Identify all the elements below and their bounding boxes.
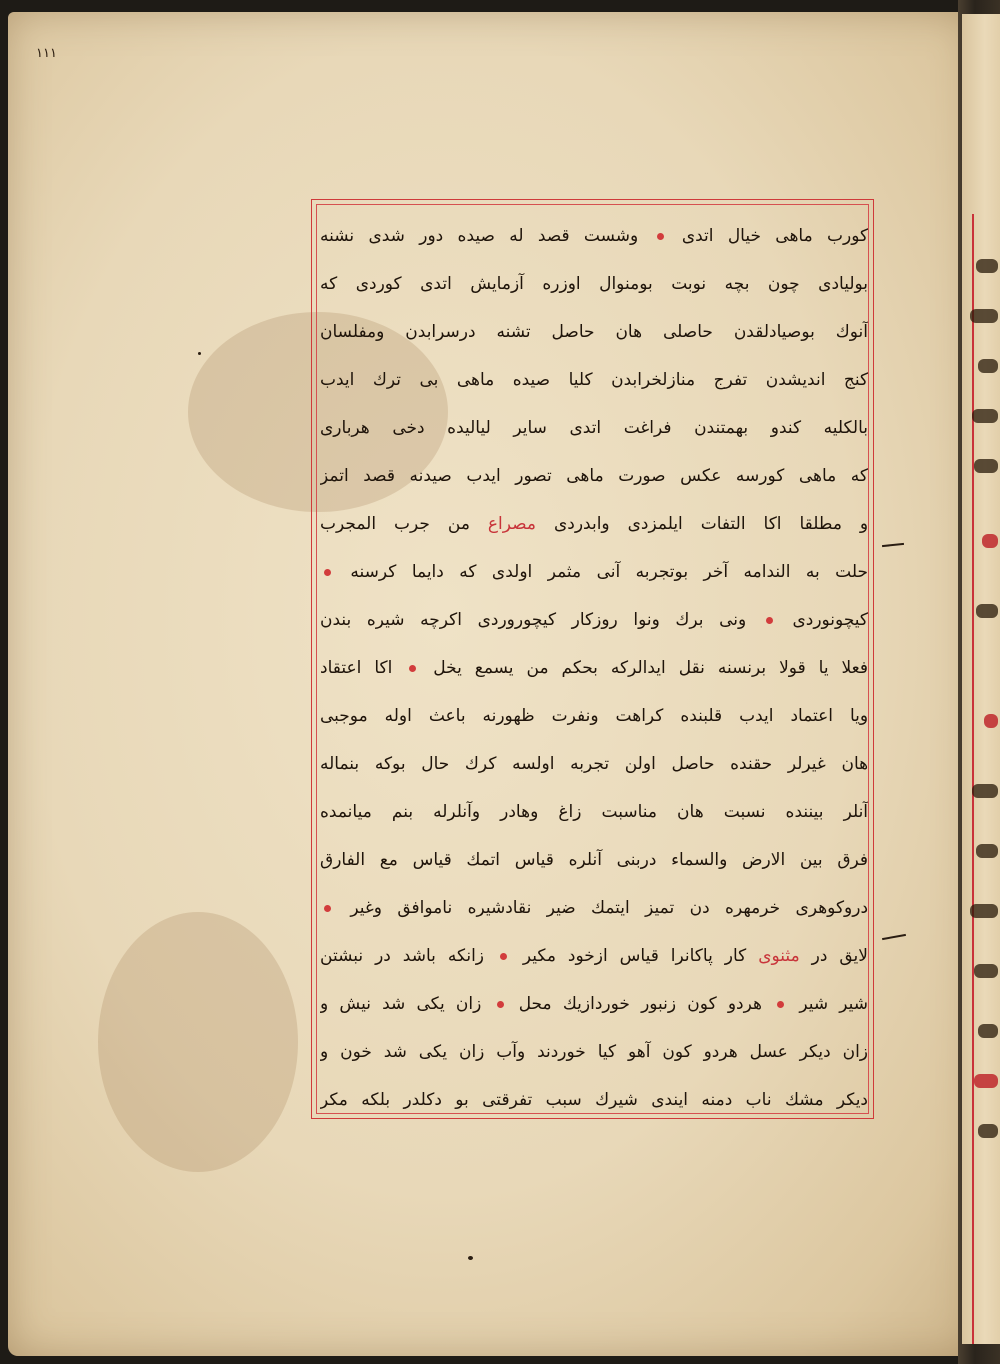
- word: یا: [818, 658, 829, 678]
- word: و: [859, 514, 868, 534]
- word: مثمر: [547, 562, 582, 582]
- word: هردو: [703, 1042, 738, 1062]
- word: عکس: [680, 466, 722, 486]
- word: حال: [421, 754, 450, 774]
- word: دور: [419, 226, 444, 246]
- word: ایدب: [466, 466, 501, 486]
- word: بوکه: [374, 754, 406, 774]
- word: یکی: [416, 994, 445, 1014]
- rubric-dot: [409, 665, 416, 672]
- word: تصور: [515, 466, 552, 486]
- facing-text-fragment: [978, 1024, 998, 1038]
- word: بومنوال: [599, 274, 653, 294]
- word: ونفرت: [551, 706, 599, 726]
- facing-rubric-fragment: [974, 1074, 998, 1088]
- word: ماهی: [456, 370, 495, 390]
- word: کورسه: [735, 466, 785, 486]
- word: اولسه: [512, 754, 555, 774]
- rubric-dot: [657, 233, 664, 240]
- text-line: [320, 1076, 868, 1124]
- word: دخی: [392, 418, 425, 438]
- word: وآب: [496, 1042, 526, 1062]
- word: قصد: [537, 226, 570, 246]
- paper-stain: [98, 912, 298, 1172]
- word: ازخود: [567, 946, 608, 966]
- word: اولن: [624, 754, 656, 774]
- folio-number: ۱۱۱: [36, 46, 57, 61]
- word: دروکوهری: [795, 898, 868, 918]
- word: اولدی: [491, 562, 533, 582]
- word: وهادر: [500, 802, 539, 822]
- word: ایتمك: [591, 898, 630, 918]
- word: دیکر: [836, 1090, 868, 1110]
- word: لایق: [839, 946, 868, 966]
- word: ماهی: [798, 466, 837, 486]
- word: نقل: [678, 658, 705, 678]
- word: درسرابدن: [405, 322, 476, 342]
- word: شد: [383, 1042, 407, 1062]
- word: هرباری: [320, 418, 370, 438]
- word: ایندی: [651, 1090, 689, 1110]
- word: بنم: [391, 802, 414, 822]
- word: هردو: [727, 994, 762, 1014]
- word: ماهی: [566, 466, 604, 486]
- word: اتدی: [420, 274, 452, 294]
- word: ونی: [719, 610, 747, 630]
- facing-text-fragment: [972, 409, 998, 423]
- facing-text-fragment: [976, 259, 998, 273]
- word: منازلخرابدن: [611, 370, 696, 390]
- text-line: [320, 692, 868, 740]
- word: به: [805, 562, 820, 582]
- word: یکی: [418, 1042, 448, 1062]
- word: اکرچه: [420, 610, 462, 630]
- word: التفات: [700, 514, 746, 534]
- text-line: [320, 452, 868, 500]
- facing-rubric-fragment: [984, 714, 998, 728]
- word: و: [320, 994, 329, 1014]
- word: بحکم: [561, 658, 598, 678]
- text-line: [320, 740, 868, 788]
- word: شیر: [839, 994, 868, 1014]
- word: نسبت: [723, 802, 766, 822]
- word: بلکه: [361, 1090, 391, 1110]
- word: غیرلر: [787, 754, 826, 774]
- word: قلبنده: [680, 706, 723, 726]
- word: زان: [458, 1042, 485, 1062]
- ink-speck: [468, 1256, 473, 1260]
- word: ایدالرکه: [610, 658, 666, 678]
- word: نشنه: [320, 226, 355, 246]
- word: کنج: [843, 370, 868, 390]
- rubric-dot: [324, 569, 331, 576]
- word: اتدی: [569, 418, 602, 438]
- word: بالکلیه: [823, 418, 868, 438]
- word: تشنه: [496, 322, 531, 342]
- word: خوردند: [537, 1042, 586, 1062]
- text-line: [320, 596, 868, 644]
- word: کرك: [464, 754, 497, 774]
- word: قیاس: [514, 850, 554, 870]
- word: بندن: [320, 610, 352, 630]
- word: له: [509, 226, 524, 246]
- word: روزکار: [571, 610, 618, 630]
- facing-text-fragment: [976, 604, 998, 618]
- word: من: [526, 658, 549, 678]
- word: قولا: [779, 658, 806, 678]
- word: آنلره: [568, 850, 602, 870]
- word: حقنده: [730, 754, 773, 774]
- text-line: [320, 212, 868, 260]
- word: سبب: [545, 1090, 582, 1110]
- word: بو: [455, 1090, 469, 1110]
- word: خرمهره: [725, 898, 781, 918]
- word: بین: [799, 850, 823, 870]
- word: هان: [677, 802, 704, 822]
- word: دیکر: [799, 1042, 831, 1062]
- word: مکر: [320, 1090, 348, 1110]
- rubric-dot: [766, 617, 773, 624]
- ink-speck: [198, 352, 201, 355]
- word: برنسنه: [717, 658, 767, 678]
- word: ومفلسان: [320, 322, 385, 342]
- word: حلت: [835, 562, 868, 582]
- word: دکلدر: [403, 1090, 442, 1110]
- word: فرق: [837, 850, 868, 870]
- word: یخل: [433, 658, 462, 678]
- word: بوتجربه: [635, 562, 689, 582]
- facing-page-frame: [972, 214, 1000, 1344]
- facing-text-fragment: [974, 964, 998, 978]
- word: من: [447, 514, 470, 534]
- word: قیاس: [412, 850, 452, 870]
- word: بچه: [724, 274, 750, 294]
- word: زان: [455, 994, 482, 1014]
- word: الفارق: [320, 850, 366, 870]
- word: شیرك: [595, 1090, 638, 1110]
- word: دمنه: [701, 1090, 733, 1110]
- word: اندیشدن: [765, 370, 826, 390]
- rubric-word: مثنوی: [758, 946, 800, 966]
- word: وشست: [583, 226, 639, 246]
- word: جرب: [394, 514, 430, 534]
- word: بهمتندن: [694, 418, 749, 438]
- word: تفرج: [713, 370, 748, 390]
- word: پاکانرا: [670, 946, 713, 966]
- word: چون: [767, 274, 800, 294]
- word: قصد: [363, 466, 395, 486]
- word: ایدب: [320, 370, 355, 390]
- word: خیال: [727, 226, 761, 246]
- word: آهو: [627, 1042, 651, 1062]
- word: ایلمزدی: [627, 514, 683, 534]
- word: دایما: [411, 562, 444, 582]
- text-line: [320, 644, 868, 692]
- word: صیده: [457, 226, 495, 246]
- word: شدی: [368, 226, 405, 246]
- word: ضیر: [546, 898, 576, 918]
- word: نوبت: [671, 274, 707, 294]
- rubric-word: مصراع: [487, 514, 537, 534]
- word: ویا: [849, 706, 868, 726]
- text-line: [320, 404, 868, 452]
- word: مناسبت: [601, 802, 657, 822]
- word: ظهورنه: [482, 706, 535, 726]
- word: حاصل: [551, 322, 595, 342]
- word: زانکه: [447, 946, 485, 966]
- word: کون: [687, 994, 717, 1014]
- word: نقادشیره: [467, 898, 532, 918]
- word: در: [375, 946, 391, 966]
- word: اتمك: [466, 850, 501, 870]
- word: موجبی: [320, 706, 368, 726]
- word: فراغت: [623, 418, 672, 438]
- rubric-dot: [777, 1001, 784, 1008]
- word: هان: [841, 754, 868, 774]
- text-line: [320, 500, 868, 548]
- word: کلیا: [568, 370, 593, 390]
- word: فعلا: [841, 658, 868, 678]
- word: والسماء: [671, 850, 728, 870]
- word: اکا: [763, 514, 782, 534]
- word: آنوك: [835, 322, 868, 342]
- word: باعث: [428, 706, 466, 726]
- word: بولیادی: [818, 274, 868, 294]
- word: زاغ: [558, 802, 582, 822]
- word: خون: [340, 1042, 372, 1062]
- word: کیا: [597, 1042, 617, 1062]
- word: سایر: [513, 418, 547, 438]
- word: صیدنه: [409, 466, 452, 486]
- facing-text-fragment: [970, 309, 998, 323]
- word: مکیر: [522, 946, 556, 966]
- word: مشك: [784, 1090, 824, 1110]
- word: بی: [419, 370, 439, 390]
- word: اکا: [374, 658, 393, 678]
- word: نیش: [339, 994, 371, 1014]
- facing-text-fragment: [978, 359, 998, 373]
- word: دربنی: [616, 850, 657, 870]
- word: ایدب: [739, 706, 774, 726]
- word: میانمده: [320, 802, 372, 822]
- rubric-dot: [500, 953, 507, 960]
- word: اعتقاد: [320, 658, 362, 678]
- facing-page-edge: [962, 14, 1000, 1344]
- word: کرسنه: [350, 562, 397, 582]
- text-line: [320, 260, 868, 308]
- word: برك: [675, 610, 704, 630]
- facing-text-fragment: [976, 844, 998, 858]
- word: آزمایش: [470, 274, 524, 294]
- word: تجربه: [570, 754, 610, 774]
- word: قیاس: [619, 946, 659, 966]
- word: تفرقتی: [482, 1090, 533, 1110]
- word: آنی: [596, 562, 621, 582]
- word: نبشتن: [320, 946, 364, 966]
- word: وغیر: [350, 898, 382, 918]
- text-line: [320, 884, 868, 932]
- word: کراهت: [615, 706, 664, 726]
- word: که: [850, 466, 868, 486]
- word: زان: [842, 1042, 868, 1062]
- word: کون: [662, 1042, 692, 1062]
- word: باشد: [402, 946, 436, 966]
- word: ماهی: [775, 226, 813, 246]
- facing-text-fragment: [972, 784, 998, 798]
- word: حاصل: [671, 754, 715, 774]
- word: کار: [724, 946, 747, 966]
- word: یسمع: [474, 658, 514, 678]
- word: اوزره: [542, 274, 581, 294]
- word: کیچوروردی: [477, 610, 557, 630]
- text-line: [320, 548, 868, 596]
- word: خوردازیك: [562, 994, 630, 1014]
- word: شیر: [799, 994, 829, 1014]
- word: هان: [615, 322, 643, 342]
- word: ترك: [372, 370, 401, 390]
- word: مع: [379, 850, 398, 870]
- word: اوله: [384, 706, 412, 726]
- facing-text-fragment: [970, 904, 998, 918]
- word: آخر: [703, 562, 729, 582]
- facing-rubric-fragment: [982, 534, 998, 548]
- word: مطلقا: [799, 514, 842, 534]
- text-line: [320, 980, 868, 1028]
- word: المجرب: [320, 514, 377, 534]
- word: بیننده: [785, 802, 824, 822]
- word: شد: [382, 994, 406, 1014]
- word: وآنلرله: [433, 802, 481, 822]
- text-line: [320, 356, 868, 404]
- text-line: [320, 788, 868, 836]
- text-line: [320, 308, 868, 356]
- text-line: [320, 836, 868, 884]
- word: ناموافق: [397, 898, 453, 918]
- word: بوصیادلقدن: [733, 322, 815, 342]
- word: الارض: [742, 850, 786, 870]
- word: ناب: [745, 1090, 772, 1110]
- word: محل: [518, 994, 552, 1014]
- word: الندامه: [743, 562, 791, 582]
- word: ونوا: [633, 610, 660, 630]
- word: تمیز: [645, 898, 675, 918]
- manuscript-text-block: [320, 212, 868, 1112]
- word: که: [320, 274, 338, 294]
- word: که: [459, 562, 477, 582]
- text-line: [320, 932, 868, 980]
- word: اتمز: [320, 466, 349, 486]
- word: صورت: [618, 466, 666, 486]
- word: و: [320, 1042, 329, 1062]
- word: صیده: [512, 370, 551, 390]
- facing-text-fragment: [974, 459, 998, 473]
- word: حاصلی: [662, 322, 713, 342]
- rubric-dot: [497, 1001, 504, 1008]
- facing-text-fragment: [978, 1124, 998, 1138]
- rubric-dot: [324, 905, 331, 912]
- word: کندو: [770, 418, 802, 438]
- word: در: [811, 946, 828, 966]
- word: کیچونوردی: [792, 610, 868, 630]
- word: وابدردی: [553, 514, 610, 534]
- word: زنبور: [641, 994, 677, 1014]
- word: بنماله: [320, 754, 360, 774]
- word: کوردی: [355, 274, 402, 294]
- word: عسل: [749, 1042, 788, 1062]
- word: کورب: [827, 226, 868, 246]
- word: اتدی: [681, 226, 714, 246]
- word: آنلر: [843, 802, 868, 822]
- word: اعتماد: [790, 706, 834, 726]
- word: لیالیده: [447, 418, 491, 438]
- word: شیره: [366, 610, 405, 630]
- text-line: [320, 1028, 868, 1076]
- word: دن: [689, 898, 710, 918]
